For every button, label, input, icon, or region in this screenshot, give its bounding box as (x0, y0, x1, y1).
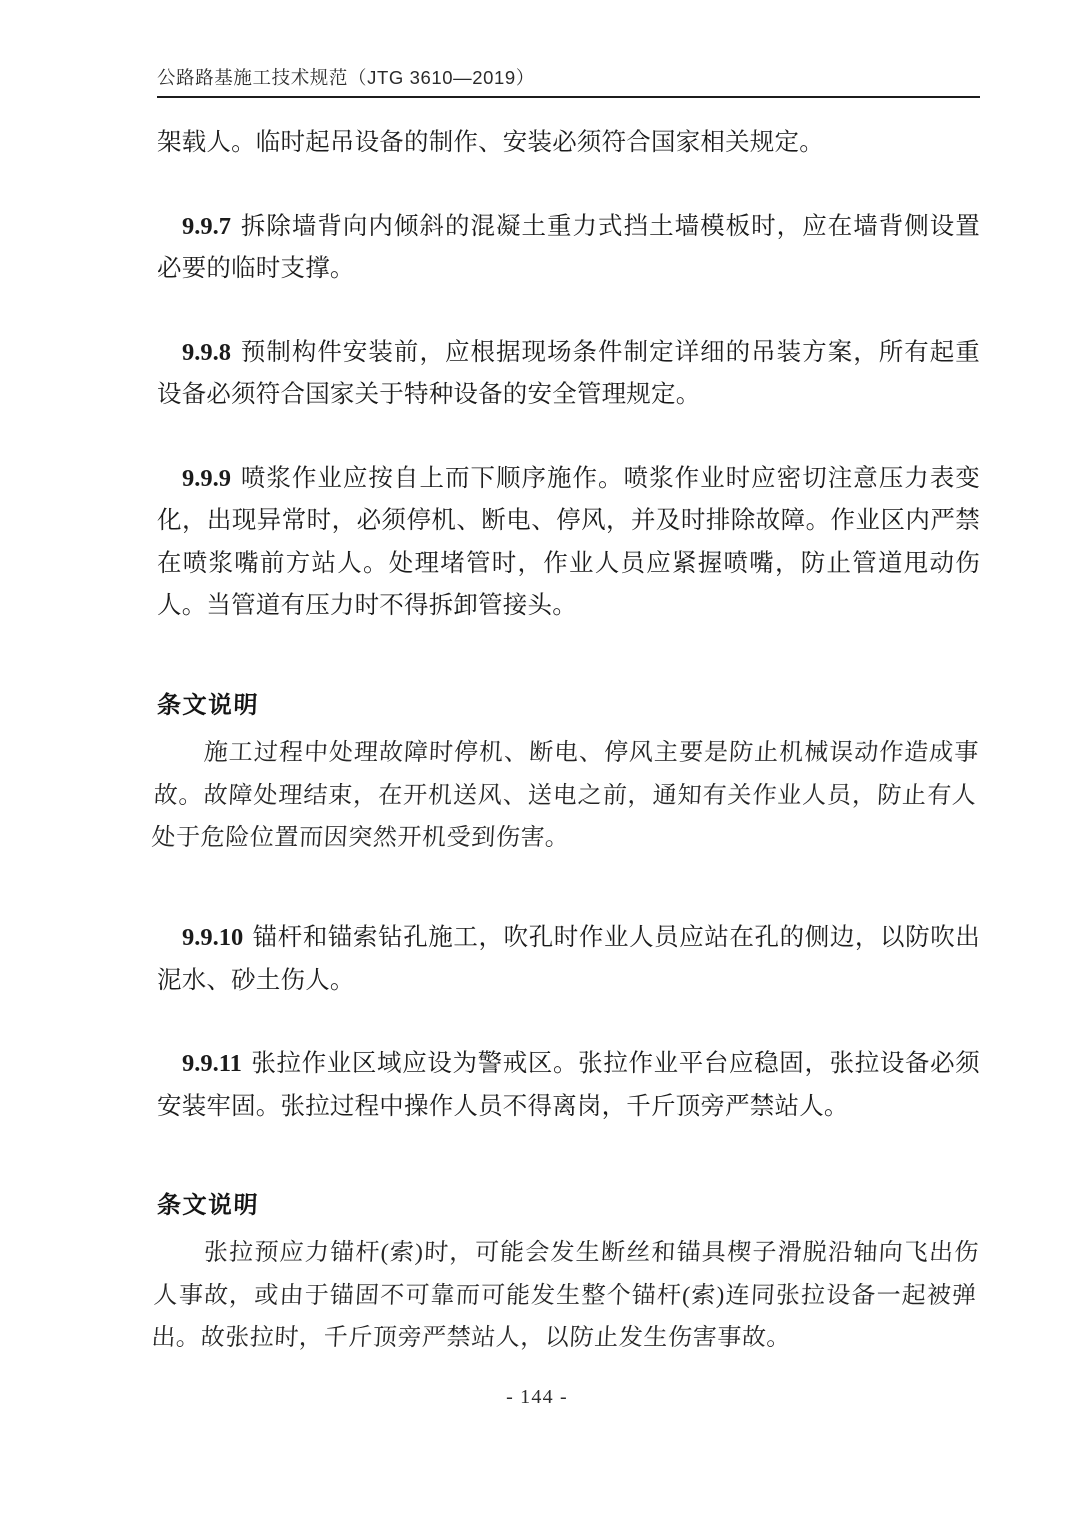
paragraph-spacer (157, 417, 980, 458)
note-heading-2: 条文说明 (156, 1193, 260, 1219)
paragraph-spacer (157, 291, 980, 332)
continuation-paragraph: 架载人。临时起吊设备的制作、安装必须符合国家相关规定。 (157, 129, 824, 156)
block-spacer (157, 859, 980, 917)
note-heading-1: 条文说明 (156, 692, 260, 719)
page-header (157, 66, 980, 98)
clause-text-9-9-7: 拆除墙背向内倾斜的混凝土重力式挡土墙模板时，应在墙背侧设置必要的临时支撑。 (157, 212, 980, 282)
clause-text-9-9-10: 锚杆和锚索钻孔施工，吹孔时作业人员应站在孔的侧边，以防吹出泥水、砂土伤人。 (157, 924, 980, 994)
clause-text-9-9-8: 预制构件安装前，应根据现场条件制定详细的吊装方案，所有起重设备必须符合国家关于特种设备的安全管理规定。 (157, 338, 980, 408)
paragraph-spacer (157, 165, 980, 206)
clause-text-9-9-11: 张拉作业区域应设为警戒区。张拉作业平台应稳固，张拉设备必须安装牢固。张拉过程中操作人员不得离岗，千斤顶旁严禁站人。 (157, 1050, 980, 1120)
clause-9-9-10 (157, 917, 980, 1002)
clause-number-9-9-9: 9.9.9 (182, 464, 231, 492)
note-body-1: 施工过程中处理故障时停机、断电、停风主要是防止机械误动作造成事故。故障处理结束，在开机送风、送电之前，通知有关作业人员，防止有人处于危险位置而因突然开机受到伤害。 (150, 739, 980, 851)
document-body (150, 122, 980, 1360)
header-divider (157, 96, 980, 98)
clause-number-9-9-11: 9.9.11 (182, 1050, 242, 1077)
clause-number-9-9-10: 9.9.10 (182, 924, 244, 951)
block-spacer (157, 1128, 980, 1186)
block-spacer (157, 628, 980, 686)
clause-9-9-8 (157, 332, 980, 417)
clause-9-9-11 (157, 1043, 980, 1128)
clause-number-9-9-8: 9.9.8 (182, 338, 231, 366)
paragraph-spacer (157, 1002, 980, 1043)
note-body-2: 张拉预应力锚杆(索)时，可能会发生断丝和锚具楔子滑脱沿轴向飞出伤人事故，或由于锚固不可靠而可能发生整个锚杆(索)连同张拉设备一起被弹出。故张拉时，千斤顶旁严禁站人，以防止发生伤害事故。 (150, 1240, 980, 1351)
page-footer (0, 1386, 1074, 1409)
clause-9-9-9 (157, 458, 980, 628)
header-title: 公路路基施工技术规范（JTG 3610—2019） (157, 67, 535, 88)
clause-9-9-7 (157, 206, 980, 291)
clause-number-9-9-7: 9.9.7 (182, 212, 231, 240)
clause-text-9-9-9: 喷浆作业应按自上而下顺序施作。喷浆作业时应密切注意压力表变化，出现异常时，必须停机、断电、停风，并及时排除故障。作业区内严禁在喷浆嘴前方站人。处理堵管时，作业人员应紧握喷嘴，防止管道甩动伤人。当管道有压力时不得拆卸管接头。 (157, 464, 980, 619)
note-spacer (157, 726, 980, 732)
page-number: - 144 - (506, 1386, 568, 1408)
